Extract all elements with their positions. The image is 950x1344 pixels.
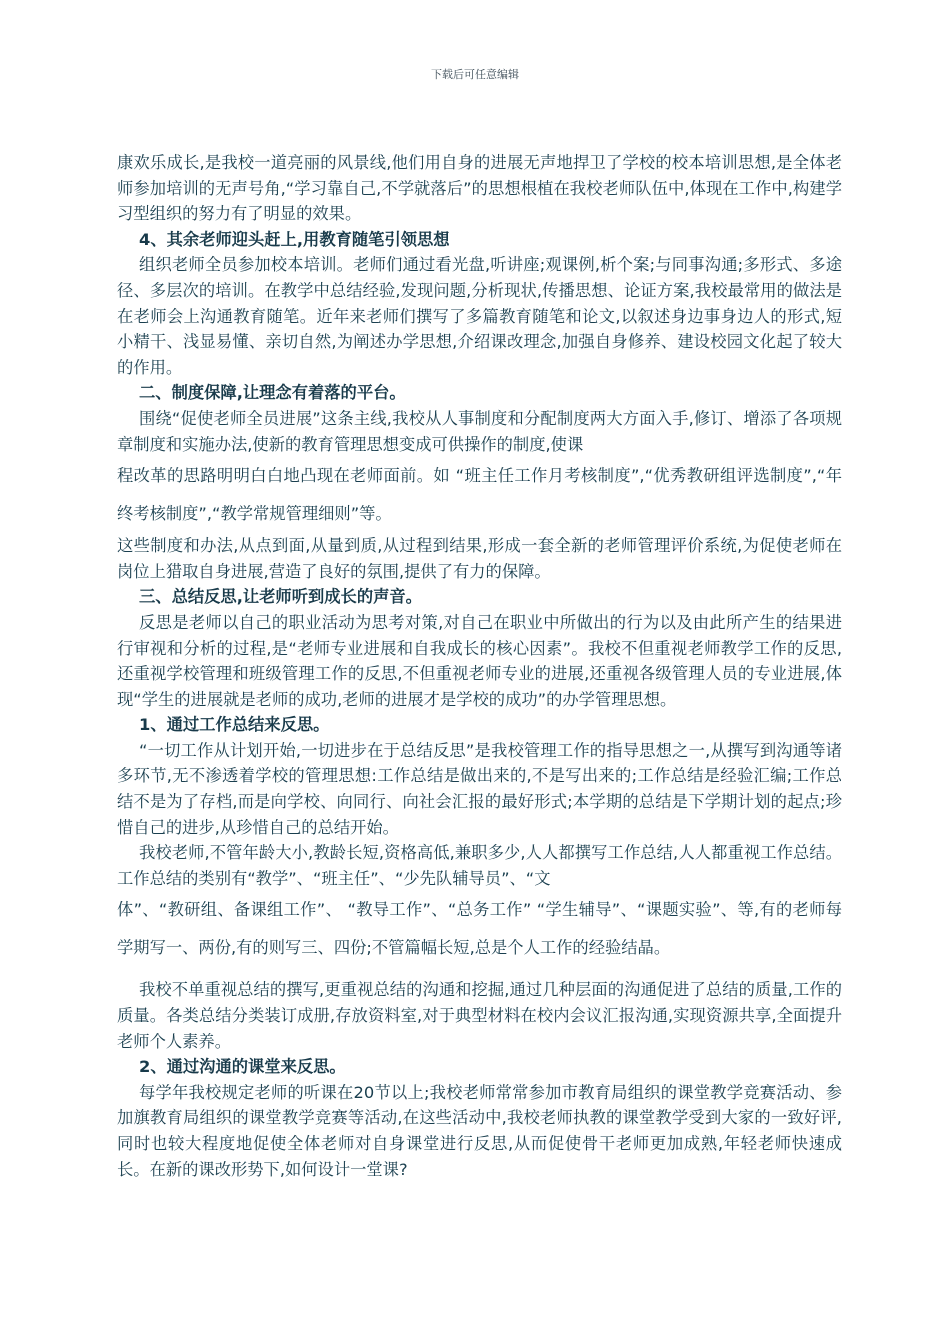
paragraph: 围绕“促使老师全员进展”这条主线,我校从人事制度和分配制度两大方面入手,修订、增添了各项规章制度和实施办法,使新的教育管理思想变成可供操作的制度,使课 (117, 408, 842, 454)
paragraph: 每学年我校规定老师的听课在20节以上;我校老师常常参加市教育局组织的课堂教学竞赛活动、参加旗教育局组织的课堂教学竞赛等活动,在这些活动中,我校老师执教的课堂教学受到大家的一致好评,同时也较大程度地促使全体老师对自身课堂进行反思,从而促使骨干老师更加成熟,年轻老师快速成长。在新的课改形势下,如何设计一堂课? (117, 1082, 842, 1179)
document-body (117, 150, 842, 1182)
page-header: 下载后可任意编辑 (431, 68, 519, 81)
paragraph: “一切工作从计划开始,一切进步在于总结反思”是我校管理工作的指导思想之一,从撰写到沟通等诸多环节,无不渗透着学校的管理思想:工作总结是做出来的,不是写出来的;工作总结是经验汇编;工作总结不是为了存档,而是向学校、向同行、向社会汇报的最好形式;本学期的总结是下学期计划的起点;珍惜自己的进步,从珍惜自己的总结开始。 (117, 740, 842, 837)
subheading: 2、通过沟通的课堂来反思。 (139, 1057, 346, 1077)
section-heading: 三、总结反思,让老师听到成长的声音。 (139, 587, 422, 607)
paragraph: 我校老师,不管年龄大小,教龄长短,资格高低,兼职多少,人人都撰写工作总结,人人都重视工作总结。工作总结的类别有“教学”、“班主任”、“少先队辅导员”、“文 (117, 843, 842, 888)
subheading: 4、其余老师迎头赶上,用教育随笔引领思想 (139, 229, 450, 249)
subheading: 1、通过工作总结来反思。 (139, 715, 330, 735)
paragraph: 程改革的思路明明白白地凸现在老师面前。如 “班主任工作月考核制度”,“优秀教研组评选制度”,“年终考核制度”,“教学常规管理细则”等。 (117, 466, 842, 524)
paragraph: 组织老师全员参加校本培训。老师们通过看光盘,听讲座;观课例,析个案;与同事沟通;多形式、多途径、多层次的培训。在教学中总结经验,发现问题,分析现状,传播思想、论证方案,我校最常用的做法是在老师会上沟通教育随笔。近年来老师们撰写了多篇教育随笔和论文,以叙述身边事身边人的形式,短小精干、浅显易懂、亲切自然,为阐述办学思想,介绍课改理念,加强自身修养、建设校园文化起了较大的作用。 (117, 255, 842, 377)
paragraph: 这些制度和办法,从点到面,从量到质,从过程到结果,形成一套全新的老师管理评价系统,为促使老师在岗位上猎取自身进展,营造了良好的氛围,提供了有力的保障。 (117, 536, 842, 581)
paragraph: 体”、“教研组、备课组工作”、 “教导工作”、“总务工作” “学生辅导”、“课题实验”、等,有的老师每学期写一、两份,有的则写三、四份;不管篇幅长短,总是个人工作的经验结晶。 (117, 900, 842, 958)
paragraph: 康欢乐成长,是我校一道亮丽的风景线,他们用自身的进展无声地捍卫了学校的校本培训思想,是全体老师参加培训的无声号角,“学习靠自己,不学就落后”的思想根植在我校老师队伍中,体现在工作中,构建学习型组织的努力有了明显的效果。 (117, 153, 842, 224)
paragraph: 反思是老师以自己的职业活动为思考对策,对自己在职业中所做出的行为以及由此所产生的结果进行审视和分析的过程,是“老师专业进展和自我成长的核心因素”。我校不但重视老师教学工作的反思,还重视学校管理和班级管理工作的反思,不但重视老师专业的进展,还重视各级管理人员的专业进展,体现“学生的进展就是老师的成功,老师的进展才是学校的成功”的办学管理思想。 (117, 612, 842, 709)
paragraph: 我校不单重视总结的撰写,更重视总结的沟通和挖掘,通过几种层面的沟通促进了总结的质量,工作的质量。各类总结分类装订成册,存放资料室,对于典型材料在校内会议汇报沟通,实现资源共享,全面提升老师个人素养。 (117, 980, 842, 1051)
section-heading: 二、制度保障,让理念有着落的平台。 (139, 383, 406, 403)
